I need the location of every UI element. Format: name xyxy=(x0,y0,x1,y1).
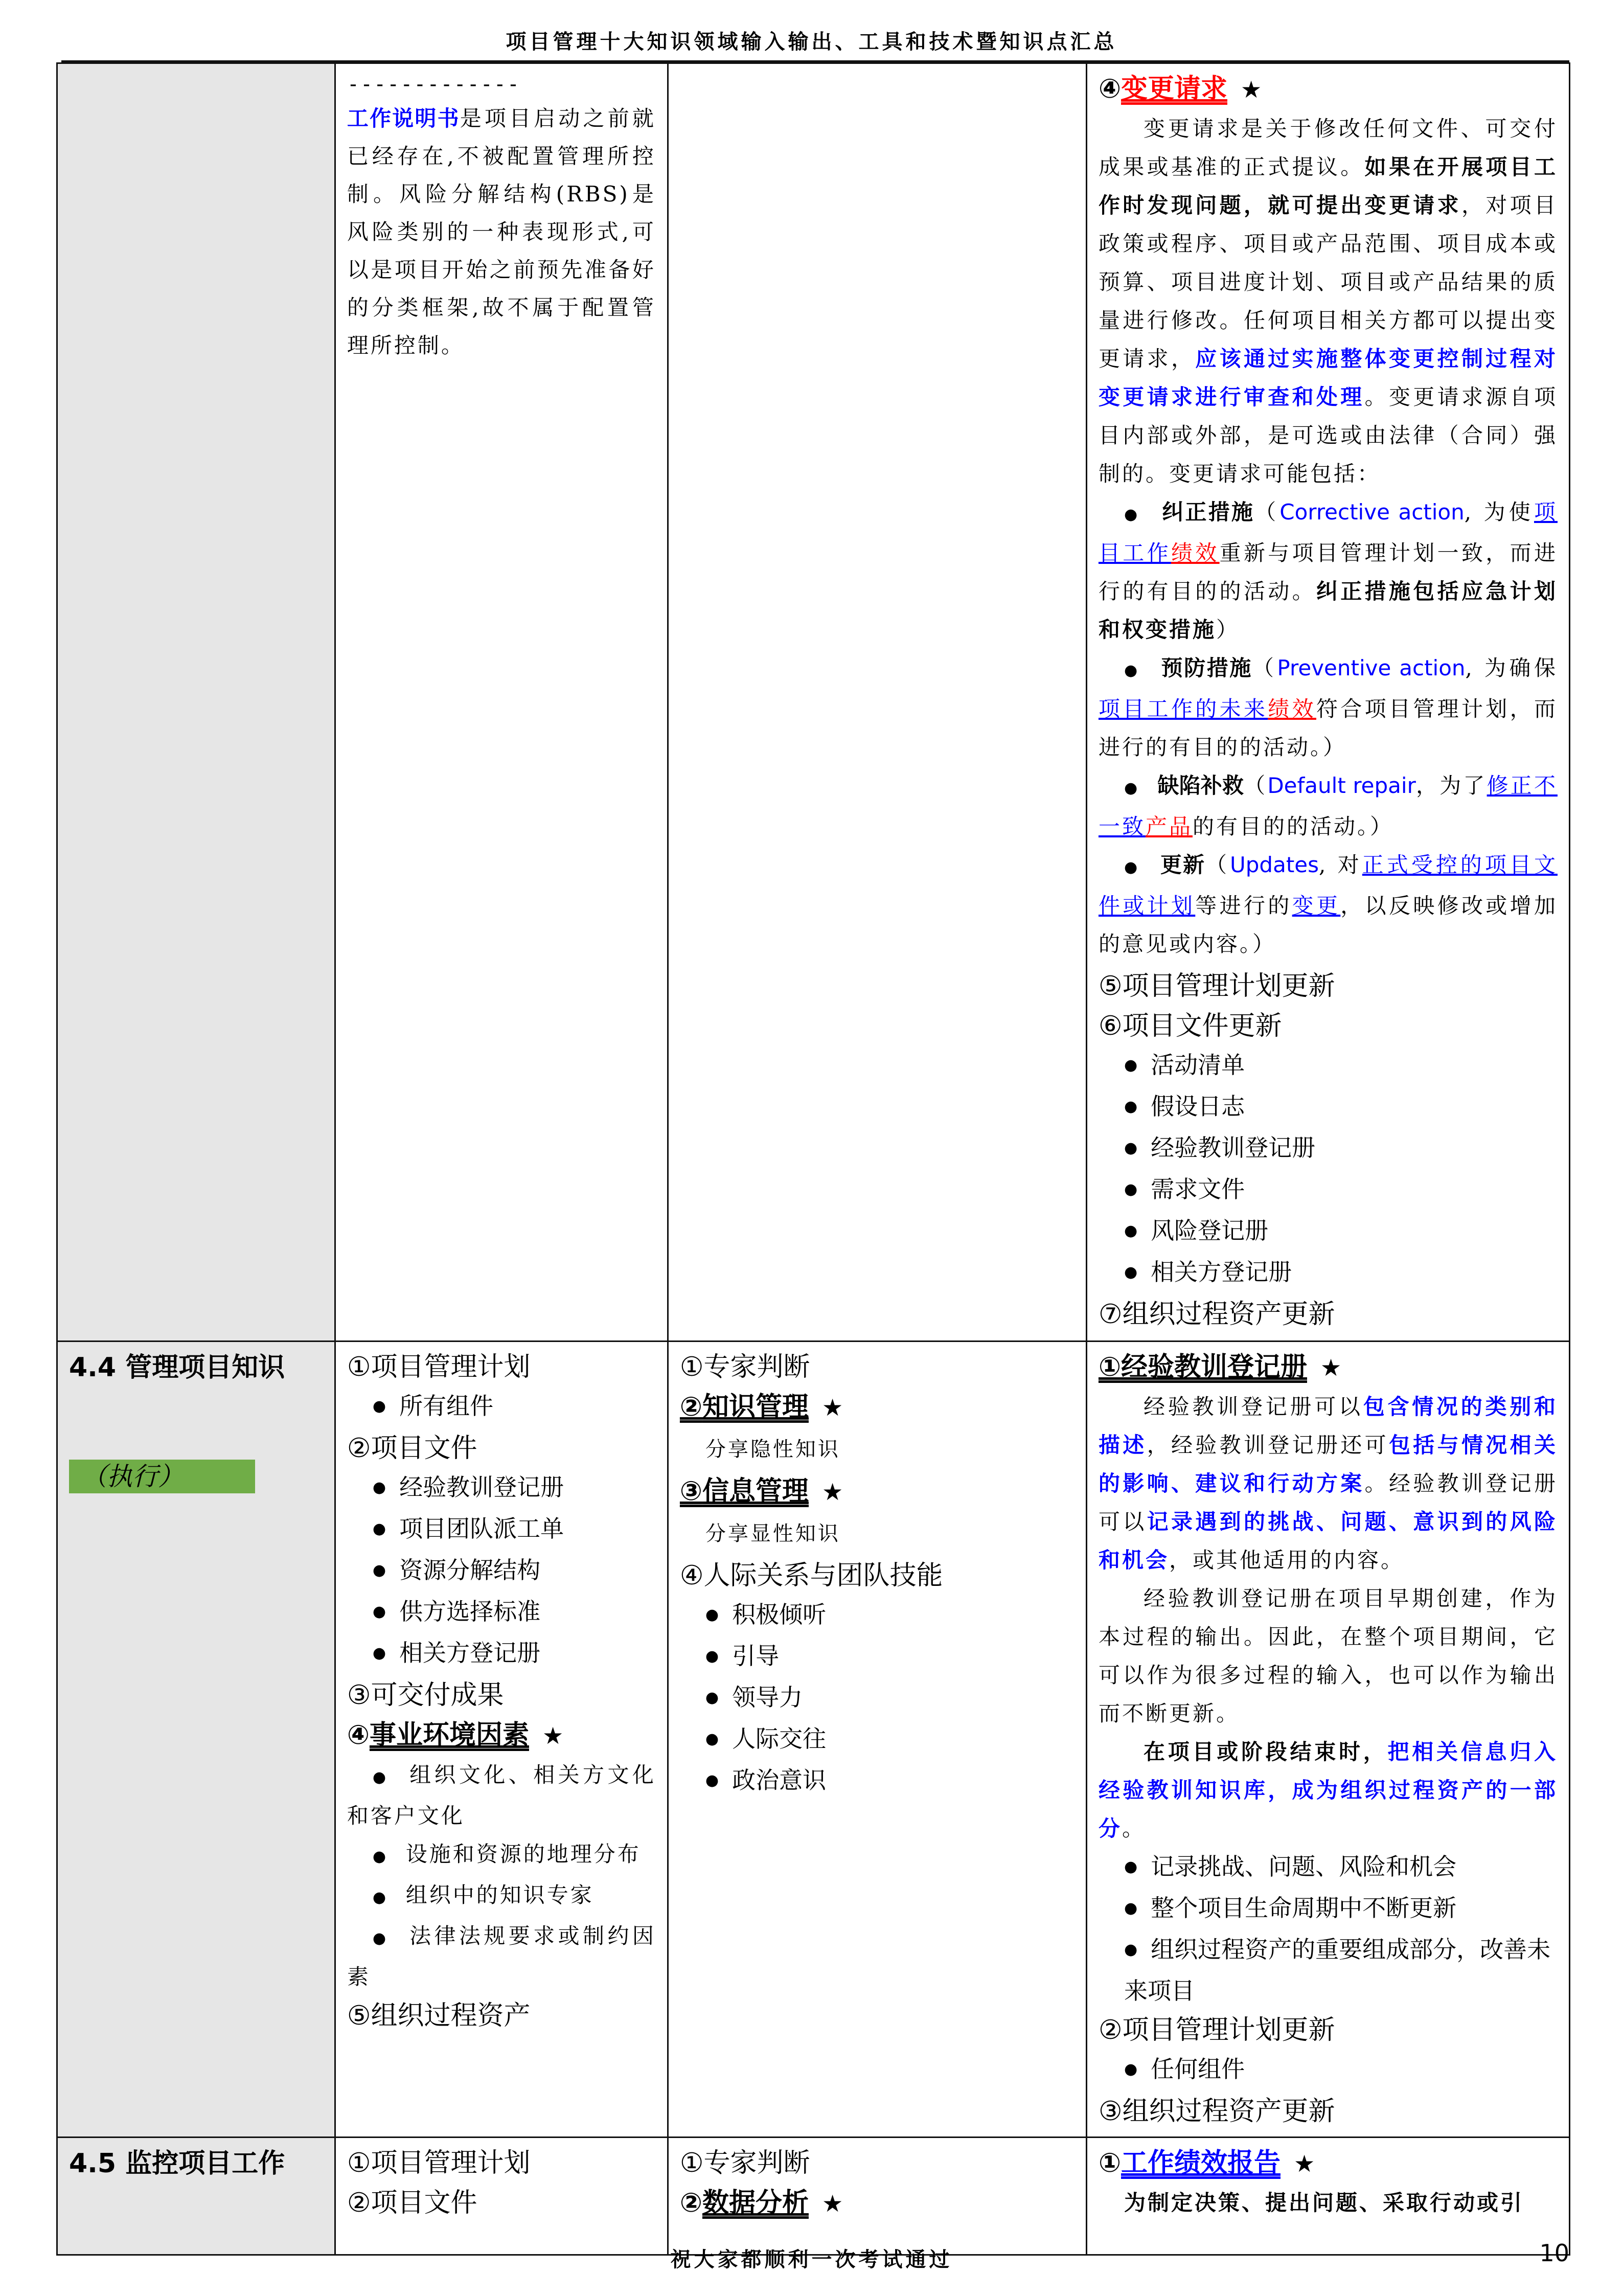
star-icon: ★ xyxy=(1293,2150,1315,2177)
change-request-title: 变更请求 xyxy=(1121,74,1227,104)
list-item: ● 组织文化、相关方文化和客户文化 xyxy=(347,1762,656,1828)
input-item: ①项目管理计划 xyxy=(347,2148,531,2178)
input-item: ②项目文件 xyxy=(347,2188,477,2218)
process-cell-empty xyxy=(57,63,335,1342)
process-cell xyxy=(57,1342,335,2138)
tool-item-im: ③信息管理 ★ xyxy=(679,1476,843,1507)
pm-plan-updates: ⑤项目管理计划更新 xyxy=(1098,971,1335,1002)
list-item: ● 设施和资源的地理分布 xyxy=(372,1842,641,1867)
tool-item-km: ②知识管理 ★ xyxy=(679,1392,843,1422)
list-item: ● 需求文件 xyxy=(1099,1170,1558,1212)
output-item-wpr: ①工作绩效报告 ★ xyxy=(1098,2148,1315,2178)
input-item: ⑤组织过程资产 xyxy=(347,2001,531,2031)
list-item: ● 相关方登记册 xyxy=(1099,1253,1558,1294)
preventive-action: ● 预防措施（Preventive action, 为确保项目工作的未来绩效符合项目管理计划，而进行的有目的的活动。） xyxy=(1098,655,1558,760)
list-item: ● 记录挑战、问题、风险和机会 xyxy=(1099,1848,1558,1889)
tool-item: ④人际关系与团队技能 xyxy=(679,1560,943,1591)
tool-item: ①专家判断 xyxy=(679,1352,810,1382)
page-number: 10 xyxy=(1539,2239,1569,2267)
list-item: ● 风险登记册 xyxy=(1099,1212,1558,1253)
input-item: ③可交付成果 xyxy=(347,1680,504,1711)
updates: ● 更新（Updates, 对正式受控的项目文件或计划等进行的变更，以反映修改或增加的意见或内容。） xyxy=(1098,852,1558,957)
list-item: ● 假设日志 xyxy=(1099,1087,1558,1129)
list-item: ● 资源分解结构 xyxy=(347,1551,656,1593)
list-item: ● 供方选择标准 xyxy=(347,1593,656,1634)
phase-tag: （执行） xyxy=(69,1460,255,1493)
defect-repair: ● 缺陷补救（Default repair，为了修正不一致产品的有目的的活动。） xyxy=(1098,773,1558,839)
list-item: ● 积极倾听 xyxy=(680,1596,1075,1637)
wpr-desc: 为制定决策、提出问题、采取行动或引 xyxy=(1124,2190,1524,2215)
process-title: 4.4 管理项目知识 xyxy=(69,1352,285,1383)
tool-note: 分享显性知识 xyxy=(705,1522,840,1545)
list-item: ● 领导力 xyxy=(680,1678,1075,1720)
inputs-cell xyxy=(335,63,668,1342)
outputs-cell xyxy=(1086,2138,1569,2255)
star-icon: ★ xyxy=(1240,76,1262,103)
table-row-4-4 xyxy=(57,1342,1570,2138)
table-row-4-5 xyxy=(57,2138,1570,2255)
output-item: ③组织过程资产更新 xyxy=(1098,2096,1335,2127)
tool-item: ①专家判断 xyxy=(679,2148,810,2178)
list-item: ● 组织过程资产的重要组成部分，改善未来项目 xyxy=(1099,1930,1558,2010)
inputs-cell xyxy=(335,2138,668,2255)
sow-note: 工作说明书是项目启动之前就已经存在,不被配置管理所控制。风险分解结构(RBS)是风险类别的一种表现形式,可以是项目开始之前预先准备好的分类框架,故不属于配置管理所控制。 xyxy=(347,106,656,358)
list-item: ● 组织中的知识专家 xyxy=(372,1882,594,1907)
itto-table xyxy=(56,62,1570,2256)
lessons-desc-2: 经验教训登记册在项目早期创建，作为本过程的输出。因此，在整个项目期间，它可以作为很多过程的输入，也可以作为输出而不断更新。 xyxy=(1098,1586,1558,1726)
list-item: ● 人际交往 xyxy=(680,1720,1075,1761)
input-item: ②项目文件 xyxy=(347,1433,477,1464)
lessons-desc-3: 在项目或阶段结束时，把相关信息归入经验教训知识库，成为组织过程资产的一部分。 xyxy=(1098,1739,1558,1841)
list-item: ● 活动清单 xyxy=(1099,1046,1558,1087)
star-icon: ★ xyxy=(821,1394,843,1421)
tools-cell-empty xyxy=(668,63,1086,1342)
list-item: ● 经验教训登记册 xyxy=(1099,1129,1558,1170)
output-item: ②项目管理计划更新 xyxy=(1098,2015,1335,2045)
corrective-action: ● 纠正措施（Corrective action, 为使项目工作绩效重新与项目管理计划一致，而进行的有目的的活动。纠正措施包括应急计划和权变措施） xyxy=(1098,499,1558,642)
list-item: ● 引导 xyxy=(680,1637,1075,1678)
tool-note: 分享隐性知识 xyxy=(705,1438,840,1461)
star-icon: ★ xyxy=(1320,1354,1342,1381)
change-request-desc: 变更请求是关于修改任何文件、可交付成果或基准的正式提议。如果在开展项目工作时发现问题，就可提出变更请求，对项目政策或程序、项目或产品范围、项目成本或预算、项目进度计划、项目或产品结果的质量进行修改。任何项目相关方都可以提出变更请求，应该通过实施整体变更控制过程对变更请求进行审查和处理。变更请求源自项目内部或外部，是可选或由法律（合同）强制的。变更请求可能包括： xyxy=(1098,116,1558,486)
list-item: ● 政治意识 xyxy=(680,1761,1075,1803)
list-item: ● 法律法规要求或制约因素 xyxy=(347,1923,656,1989)
process-cell xyxy=(57,2138,335,2255)
footer-motto: 祝大家都顺利一次考试通过 xyxy=(670,2247,953,2271)
process-title: 4.5 监控项目工作 xyxy=(69,2148,285,2179)
list-item: ● 经验教训登记册 xyxy=(347,1468,656,1510)
project-doc-updates: ⑥项目文件更新 xyxy=(1098,1011,1282,1041)
outputs-cell xyxy=(1086,63,1569,1342)
star-icon: ★ xyxy=(821,2190,843,2217)
tool-item-data-analysis: ②数据分析 ★ xyxy=(679,2188,843,2218)
input-item-eef: ④事业环境因素 ★ xyxy=(347,1720,564,1751)
outputs-cell xyxy=(1086,1342,1569,2138)
star-icon: ★ xyxy=(542,1722,564,1749)
opa-updates: ⑦组织过程资产更新 xyxy=(1098,1299,1335,1330)
page-header-title: 项目管理十大知识领域输入输出、工具和技术暨知识点汇总 xyxy=(506,30,1117,54)
tools-cell xyxy=(668,1342,1086,2138)
dash-separator: ------------- xyxy=(347,73,520,96)
lessons-desc: 经验教训登记册可以包含情况的类别和描述，经验教训登记册还可包括与情况相关的影响、建议和行动方案。经验教训登记册可以记录遇到的挑战、问题、意识到的风险和机会，或其他适用的内容。 xyxy=(1098,1394,1558,1573)
star-icon: ★ xyxy=(821,1478,843,1506)
tools-cell xyxy=(668,2138,1086,2255)
list-item: ● 整个项目生命周期中不断更新 xyxy=(1099,1889,1558,1930)
list-item: ● 项目团队派工单 xyxy=(347,1510,656,1551)
input-item: ①项目管理计划 xyxy=(347,1352,531,1382)
list-item: ● 相关方登记册 xyxy=(347,1634,656,1675)
sow-term: 工作说明书 xyxy=(347,106,460,131)
output-item-lessons: ①经验教训登记册 ★ xyxy=(1098,1352,1342,1382)
change-request-heading: ④变更请求 ★ xyxy=(1098,74,1262,104)
list-item: ● 任何组件 xyxy=(1099,2050,1558,2092)
list-item: ● 所有组件 xyxy=(347,1387,656,1428)
inputs-cell xyxy=(335,1342,668,2138)
table-row-continuation xyxy=(57,63,1570,1342)
